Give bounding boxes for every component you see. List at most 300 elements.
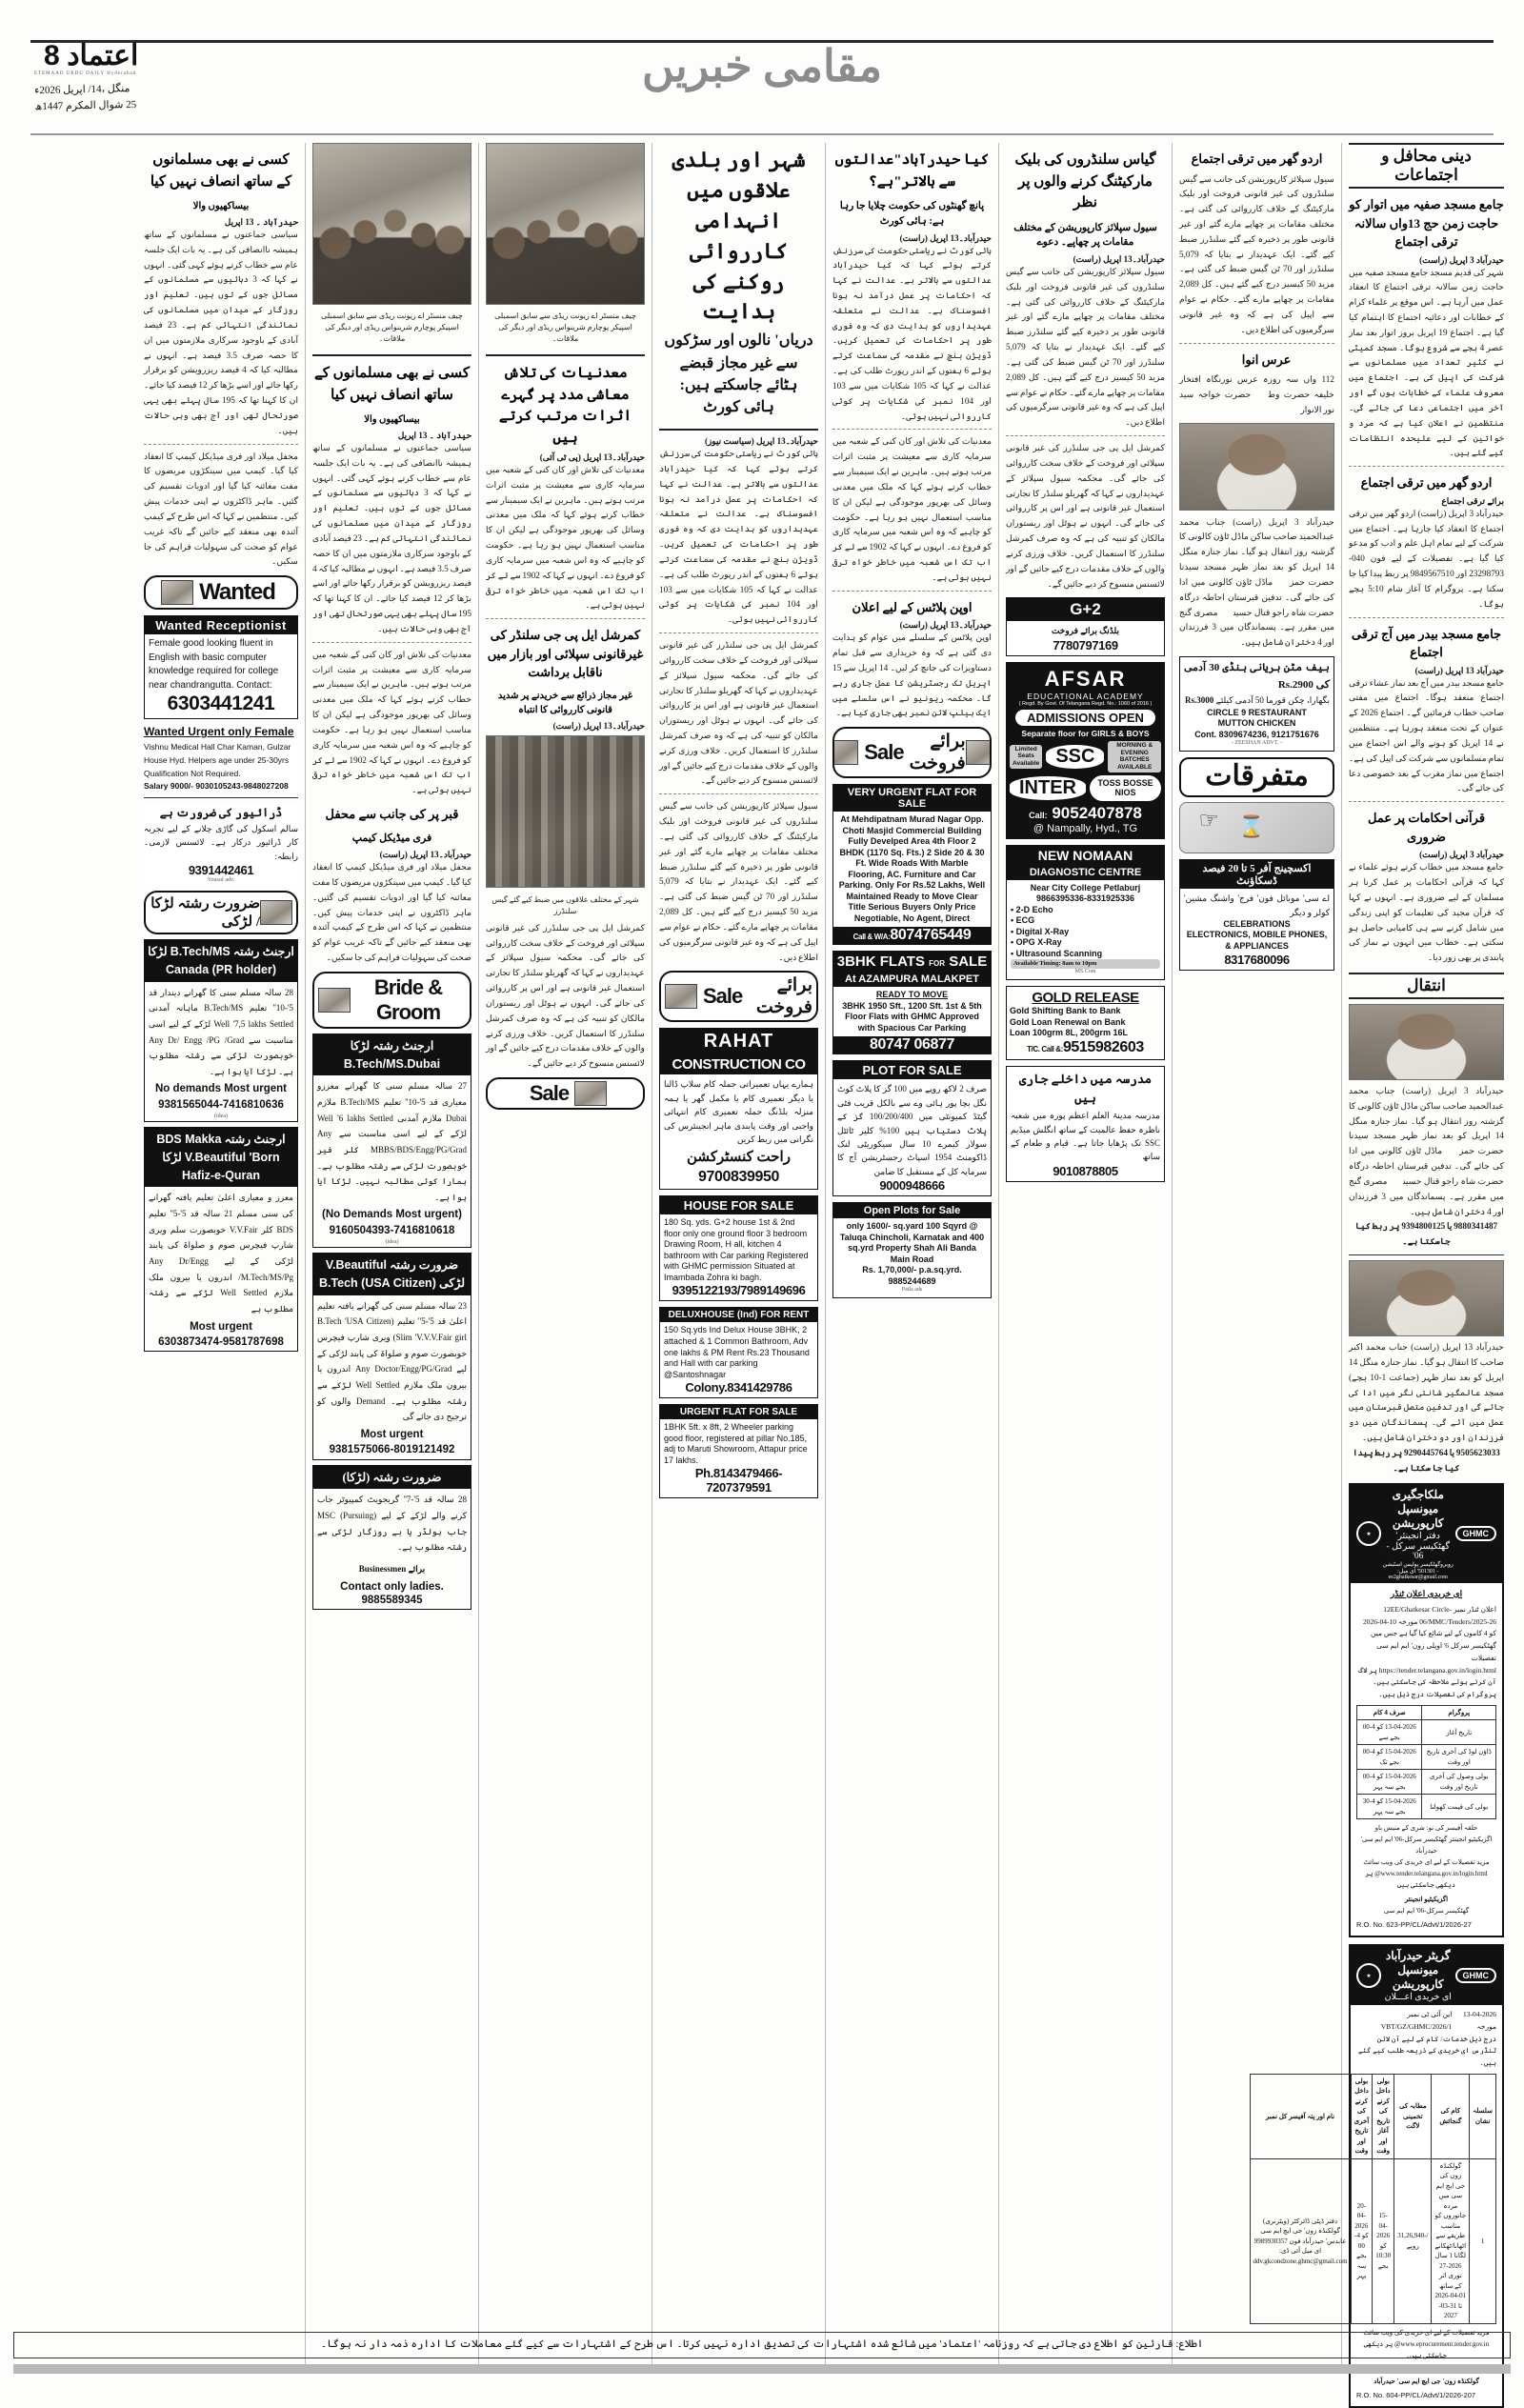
tender-sign-1: اگزیکیٹیو انجینئر xyxy=(1404,1895,1449,1903)
table-row xyxy=(1357,1745,1496,1770)
nomaan-service-2: • Digital X-Ray xyxy=(1011,926,1070,936)
justice-headline: کسی نے بھی مسلمانوں کے ساتھ انصاف نہیں کیا xyxy=(313,366,471,403)
rishta-phone-0[interactable]: 9381565044-7416810636 xyxy=(158,1098,284,1111)
gold-title: GOLD RELEASE xyxy=(1032,990,1139,1007)
rishta-body-0: 28 سالہ مسلم سنی کا گھرانے دیندار قد 5'-10'' تعلیم B.Tech/MS ماہانہ آمدنی Well '7,5 lakhs Settled لڑکے کے لیے اسی مناسبت سے Any Dr/ Engg /PG /Grad خوبصورت لڑکی سے رشتہ مطلوب ہے۔ لڑکا آیا ہوا ہے۔ xyxy=(149,987,293,1076)
nomaan-footer: MS.Com xyxy=(1074,969,1096,975)
tender-org: ملکاجگیری میونسپل کارپوریشن xyxy=(1392,1487,1444,1530)
gold-number: 9515982603 xyxy=(1062,1038,1144,1055)
date-hijri: 25 شوال المکرم 1447ھ xyxy=(34,98,137,112)
madrasa-title: مدرسہ میں داخلے جاری ہیں xyxy=(1018,1071,1153,1106)
article-body: جامع مسجد میں خطاب کرتے ہوئے علماء نے کہا کہ قرآنی احکامات پر عمل کرنا ہر مسلمان کے لیے ضروری ہے۔ انہوں نے کہا کہ قرآن مجید کی تعلیمات کو اپنی زندگی میں شامل کرنے سے ہی کامیابی حاصل ہو سکتی ہے۔ خطاب میں انہوں نے نماز کی پابندی پر بھی زور دیا۔ xyxy=(1349,862,1504,963)
article-body: جامع مسجد بیدر میں آج بعد نماز عشاء ترقی اجتماع منعقد ہوگا۔ اجتماع میں مفتی صاحب خطاب فرمائیں گے۔ اجتماع 2026 کے عنوان کے تحت منعقد ہورہا ہے۔ منتظمین نے 14 اپریل کو ہونے والے اس اجتماع میں تمام مسلمانوں سے شرکت کی اپیل کی ہے۔ اجتماع میں نماز مغرب کے بعد خصوصی دعا کی جائے گی۔ xyxy=(1349,677,1504,793)
rishta-gender: لڑکا xyxy=(350,1038,371,1053)
rishta-body-4: 28 سالہ قد 5'-7'' گریجویٹ کمپیوٹر جاب کرنے والے لڑکے کے لیے MSC (Pursuing) جاب ہولڈر یا بے روزگار لڑکی سے رشتہ مطلوب ہے۔ xyxy=(317,1495,468,1553)
afsar-brand: AFSAR xyxy=(1044,666,1127,691)
rishta-desc: V.Beautiful 'Born xyxy=(184,1150,280,1164)
plot-desc: صرف 2 لاکھ روپے میں 100 گز کا پلاٹ کوٹ نگل بچا پور ہائی وے سے بالکل قریب فٹی گیٹڈ کمیونٹی میں 100/200/400 گز کے پلاٹ دستیاب ہیں 100% کلیر ٹائٹل سولار کیمرے 10 سال سیکوریٹی لنک ڈاکومنٹ 1954 اسپاٹ رجسٹریشن آج کا سرمایہ کل کے مستقبل کا ضامن xyxy=(837,1084,988,1176)
top-story-body-3: سیول سپلائز کارپوریشن کی جانب سے گیس سلنڈروں کی غیر قانونی فروخت اور بلیک مارکیٹنگ کے خلاف کارروائی کی گئی ہے۔ مختلف مقامات پر چھاپے مارے گئے اور غیر قانونی طور پر ذخیرہ کیے گئے سلنڈرز ضبط کیے گئے۔ ایک عہدیدار نے بتایا کہ 5,079 سلنڈرز اور 70 ٹن گیس ضبط کی گئی ہے۔ مزید 50 کیسیز درج کیے گئے ہیں۔ کل 2,089 مقامات پر چھاپے مارے گئے۔ حکام نے عوام سے اپیل کی ہے کہ وہ غیر قانونی سرگرمیوں کی اطلاع دیں۔ xyxy=(659,801,818,962)
rishta-body-1: 27 سالہ مسلم سنی کا گھرانے معززو معیاری قد 5'-10'' تعلیم B.Tech/MS ملازم Dubai ملازم آمدنی Well '6 lakhs Settled لڑکے کے لیے اسی مناسبت سے Any MBBS/BDS/Engg/PG/Grad کلر فیر خوبصورت لڑکی سے رشتہ مطلوب ہے۔ ہمارا کوئی مطالبہ نہیں۔ لڑکا آیا ہوا ہے۔ xyxy=(317,1081,468,1202)
biryani-body xyxy=(1180,657,1334,751)
divider xyxy=(1349,1254,1504,1255)
biryani-items: MUTTON CHICKEN xyxy=(1217,718,1296,729)
madrasa-desc: مدرسہ مدینۃ العلم اعظم پورہ میں شعبہ ناظرہ حفظ عالمیت کے ساتھ انگلش میڈیم SSC تک پڑھایا جاتا ہے۔ قیام و طعام کے ساتھ xyxy=(1011,1111,1160,1162)
deluxe-desc: 150 Sq.yds Ind Delux House 3BHK, 2 attached & 1 Common Bathroom, Adv one lakhs & PM Rent Rs.23 Thousand and Hall with car parking @Santoshnagar xyxy=(664,1325,810,1379)
column-f xyxy=(478,143,652,2368)
ad-biryani xyxy=(1179,656,1334,752)
justice-body: سیاسی جماعتوں نے مسلمانوں کے ساتھ ہمیشہ ناانصافی کی ہے۔ یہ بات ایک جلسہ عام سے خطاب کرتے ہوئے کہی گئی۔ انہوں نے کہا کہ 3 دہائیوں سے مسلمانوں کے مسائل جوں کے توں ہیں۔ تعلیم اور روزگار کے میدان میں مسلمانوں کی نمائندگی انتہائی کم ہے۔ 23 فیصد آبادی کے باوجود سرکاری ملازمتوں میں ان کا حصہ صرف 3.5 فیصد ہے۔ انہوں نے مطالبہ کیا کہ 4 فیصد ریزرویشن کو برقرار رکھا جائے اور اسے بڑھا کر 12 فیصد کیا جائے۔ ان کا کہنا تھا کہ 195 سال پہلے بھی یہی صورتحال تھی اور آج بھی وہی حالات ہیں۔ xyxy=(312,443,471,633)
ad-wanted-receptionist xyxy=(144,615,298,719)
rishta-tag-0: (idea) xyxy=(214,1114,228,1120)
rishta-label: ارجنٹ رشتہ xyxy=(372,1038,434,1053)
column-g xyxy=(305,143,478,2368)
urgentflat-desc: 1BHK 5ft. x 8ft, 2 Wheeler parking good floor, registered at pillar No.185, adj to Maruti Showroom, Attapur price 17 lakhs. xyxy=(664,1422,808,1465)
rishta-foot-ur-4: برائے Businessmen xyxy=(358,1563,426,1574)
table-row xyxy=(1357,1770,1496,1795)
rishta-phone-2[interactable]: 6303873474-9581787698 xyxy=(158,1335,284,1348)
flats-phone[interactable]: 80747 06877 xyxy=(833,1036,991,1054)
rishta-foot-1: (No Demands Most urgent) xyxy=(322,1209,462,1221)
cell-value: 13-04-2026 کو 4-00 بجے سے xyxy=(1357,1720,1422,1745)
rishta-phone-3[interactable]: 9381575066-8019121492 xyxy=(329,1444,455,1456)
lpg-cylinders-photo xyxy=(486,735,645,888)
couple-photo-icon xyxy=(260,900,292,925)
g2-body xyxy=(1007,621,1164,654)
nomaan-phones[interactable]: 9866395336-8331925336 xyxy=(1035,893,1135,904)
openplots-price: Rs. 1,70,000/- p.a.sq.yrd. 9885244689 xyxy=(862,1265,962,1286)
biryani-restaurant: CIRCLE 9 RESTAURANT xyxy=(1207,707,1307,717)
divider xyxy=(486,618,645,619)
gas-body: سیول سپلائز کارپوریشن کی جانب سے گیس سلنڈروں کی غیر قانونی فروخت اور بلیک مارکیٹنگ کے خلاف کارروائی کی گئی ہے۔ مختلف مقامات پر چھاپے مارے گئے اور غیر قانونی طور پر ذخیرہ کیے گئے سلنڈرز ضبط کیے گئے۔ ایک عہدیدار نے بتایا کہ 5,079 سلنڈرز اور 70 ٹن گیس ضبط کی گئی ہے۔ مزید 50 کیسیز درج کیے گئے ہیں۔ کل 2,089 مقامات پر چھاپے مارے گئے۔ حکام نے عوام سے اپیل کی ہے کہ وہ غیر قانونی سرگرمیوں کی اطلاع دیں۔ xyxy=(1006,267,1165,428)
column-d xyxy=(825,143,998,2368)
divider xyxy=(659,793,818,794)
cell-label: بولی کی قیمت کھولنا xyxy=(1422,1795,1496,1819)
receptionist-title: Wanted Receptionist xyxy=(145,616,297,634)
photo-caption-2: چیف منسٹر اے ریونت ریڈی سے سابق اسمبلی اسپیکر پوچارم شرینواس ریڈی اور دیگر کی ملاقات۔ xyxy=(321,311,463,343)
afsar-number: 9052407878 xyxy=(1052,803,1142,822)
justice-dateline: حیدرآباد ۔ 13 اپریل xyxy=(397,431,471,440)
vuf-body xyxy=(833,812,991,927)
bride-groom-en: Bride & Groom xyxy=(373,974,443,1024)
obituary-head: انتقال xyxy=(1349,973,1504,999)
divider xyxy=(486,354,645,356)
rishta-head-1 xyxy=(313,1034,471,1076)
rishta-qual: BDS Makka xyxy=(156,1133,222,1147)
column-c xyxy=(998,143,1172,2368)
urs-body: 112 واں سہ روزہ عرس نورنگاہ افتخار خلیفہ حضرت وطنؒ حضرت خواجہ سید نور الانوار xyxy=(1179,374,1334,414)
rishta-tag-1: (idea) xyxy=(385,1239,399,1246)
top-story-body: ہائی کورٹ نے ریاستی حکومت کی سرزنش کرتے ہوئے کہا کہ کیا حیدرآباد عدالتوں سے بالاتر ہے۔ عدالت نے کہا کہ احکامات پر عمل درآمد نہ ہونا افسوسناک ہے۔ عدالت نے متعلقہ عہدیداروں کو ہدایت دی کہ وہ فوری طور پر احکامات کی تعمیل کریں۔ ڈویژن بنچ نے مقدمہ کی سماعت کرتے ہوئے 6 ہفتوں کے اندر رپورٹ طلب کی ہے۔ عدالت نے کہا کہ 105 شکایات میں سے 103 اور 104 نمبر کی شکایات پر کوئی کارروائی نہیں ہوئی۔ xyxy=(659,449,818,625)
openplots-desc: only 1600/- sq.yard 100 Sqyrd @ Taluqa Chincholi, Karnatak and 400 sq.yrd Property Shah Ali Banda Main Road xyxy=(839,1221,985,1264)
article-dateline: حیدرآباد 3 اپریل (راست) xyxy=(1419,850,1504,860)
vuf-desc: At Mehdipatnam Murad Nagar Opp. Choti Masjid Commercial Building Fully Develped Area 4th Floor 2 BHDK (1170 Sq. Fts.) 2 Side 20 & 30 Ft. Wide Roads With Marble Flooring, AC. Furniture and Car Parking. Only For Rs.52 Lakhs, Well Maintained Ready to Move Clear Title Serious Buyers Only Price Negotiable, No Agent, Direct xyxy=(838,814,986,923)
house-body xyxy=(660,1214,817,1300)
tender-foot: مزید تفصیلات کے لیے ای خریدی کی ویب سائٹ www.eprocurement.tender.gov.in@ پر دیکھی جاسکتی ہیں۔ xyxy=(1363,2328,1490,2359)
cell-value: 15-04-2026 کو 4-30 بجے سہ پہر xyxy=(1357,1795,1422,1819)
house-phone[interactable]: 9395122193/7989149696 xyxy=(672,1283,806,1298)
cell-value: 15-04-2026 کو 4-00 بجے تک xyxy=(1357,1745,1422,1770)
mutafarriqat-banner: متفرقات xyxy=(1179,757,1334,797)
sale-banner-en-2: Sale xyxy=(703,984,743,1009)
rishta-ad-2 xyxy=(144,1127,298,1352)
afsar-inter: INTER xyxy=(1010,776,1086,800)
flats-title-2: SALE xyxy=(949,953,988,971)
rishta-ad-3 xyxy=(312,1253,471,1459)
article-dateline: برائے ترقی اجتماع xyxy=(1441,495,1504,506)
flats-desc: 3BHK 1950 Sft., 1200 Sft. 1st & 5th Floor Flats with GHMC Approved with Spacious Car Parking xyxy=(842,1000,982,1033)
nomaan-body xyxy=(1007,880,1164,979)
openplots-headline: اوپن پلاٹس کے لیے اعلان xyxy=(852,599,973,614)
gold-line-3: Loan 100grm 8L, 200grm 16L xyxy=(1010,1028,1129,1038)
ro-number: R.O. No. 604-PP/CL/Advt/1/2026-207 xyxy=(1356,2391,1476,2400)
afsar-courses xyxy=(1010,741,1161,773)
religious-article-1 xyxy=(1349,473,1504,612)
th-scope: کام کی گنجائش xyxy=(1432,2074,1470,2158)
article-headline: اردو گھر میں ترقی اجتماع xyxy=(1360,475,1493,491)
cell-label: ڈاؤن لوڈ کی آخری تاریخ اور وقت xyxy=(1422,1745,1496,1770)
divider xyxy=(659,632,818,633)
seal-icon: ★ xyxy=(1356,1521,1381,1546)
tender-office: دفتر انجینئر' گھٹکیسر سرکل - 06' xyxy=(1386,1531,1450,1561)
ad-open-plots xyxy=(832,1202,992,1298)
driver-title: ڈرائیور کی ضرورت ہے xyxy=(159,805,283,819)
rishta-label: ارجنٹ رشتہ xyxy=(224,1133,286,1147)
afsar-admissions: ADMISSIONS OPEN xyxy=(1015,710,1155,726)
tender-subtitle: ای خریدی اعـــلان xyxy=(1384,1993,1452,2003)
ad-very-urgent-flat xyxy=(832,784,992,945)
tender-foot-3: مزید تفصیلات کے لیے ای خریدی کی ویب سائٹ www.tender.telangana.gov.in/login.html@ پر دیکھی جاسکتی ہیں xyxy=(1363,1858,1490,1889)
date-gregorian: منگل ،14/ اپریل 2026ء xyxy=(34,83,130,97)
biryani-line2 xyxy=(1184,693,1330,707)
plot-title: PLOT FOR SALE xyxy=(833,1061,991,1079)
vuf-phone[interactable] xyxy=(833,927,991,944)
gold-phone[interactable] xyxy=(1010,1039,1161,1056)
mehfil-dateline: حیدرآباد۔13 اپریل (راست) xyxy=(379,850,471,860)
headline-line-2: دریاں' نالوں اور سڑکوں سے غیر مجاز قبضے ہٹائے جاسکتے ہیں: ہائی کورٹ xyxy=(664,332,813,415)
afsar-call-label: Call: xyxy=(1029,810,1048,820)
rishta-phone-4[interactable]: Contact only ladies. 9885589345 xyxy=(340,1580,444,1606)
madrasa-body xyxy=(1007,1067,1164,1181)
divider xyxy=(832,591,992,592)
divider xyxy=(1349,617,1504,618)
driver-body: سالم اسکول کی گاڑی چلانے کے لیے تجربہ کار ڈرائیور درکار ہے۔ لائسنس لازمی۔ رابطہ: xyxy=(144,823,298,861)
afsar-ad xyxy=(1007,663,1164,838)
afsar-separate: Separate floor for GIRLS & BOYS xyxy=(1021,728,1150,738)
exchange-title: اکسچینج آفر 5 تا 20 فیصد ڈسکاؤنٹ xyxy=(1180,860,1334,889)
minerals-headline: معدنیات کی تلاش معاشی مدد پر گہرے اثرات مرتب کرتے ہیں xyxy=(498,366,632,446)
ghmc-badge: GHMC xyxy=(1455,1526,1497,1541)
vuf-number: 8074765449 xyxy=(890,927,972,944)
seal-icon: ★ xyxy=(1356,1963,1381,1988)
biryani-price-1: Rs.2900 xyxy=(1277,678,1313,691)
cell-label: بولی وصول کی آخری تاریخ اور وقت xyxy=(1422,1770,1496,1795)
biryani-tag: - ZEESHAN ADVT. - xyxy=(1231,740,1283,747)
house-desc: 180 Sq. yds. G+2 house 1st & 2nd floor only one ground floor 3 bedroom Drawing Room, H all, kitchen 4 bathroom with Car parking Registered with GHMC permission Situated at Imambada Zohra ki bagh. xyxy=(664,1217,809,1282)
wantedfemale-title: Wanted Urgent only Female xyxy=(144,725,294,739)
obituary-body-1: حیدرآباد 13 اپریل (راست) جناب محمد اکبر صاحب کا انتقال ہو گیا۔ نماز جنازہ منگل 14 اپریل کو بعد نماز ظہر (جماعت 1-10 بجے) مسجد عالمگیر شانتی نگر میں ادا کی جائے گی اور تدفین متصل قبرستان میں عمل میں آئے گی۔ پسماندگان میں دو فرزندان اور دو دختران شامل ہیں۔ xyxy=(1349,1342,1504,1443)
divider xyxy=(832,429,992,430)
religious-article-3 xyxy=(1349,809,1504,966)
cell-officer: دفتر ڈپٹی ڈائرکٹر (ویٹرنری) گولکنڈہ زون' جی ایچ ایم سی عابدس' حیدرآباد فون 9989930357 ای میل آئی ڈی: ddv.gkcondzone.ghmc@gmail.com xyxy=(1250,2158,1351,2323)
afsar-toss: TOSS BOSSE NIOS xyxy=(1090,775,1161,801)
rishta-ad-1 xyxy=(312,1033,471,1248)
lpg-subhead: غیر مجاز ذرائع سے خریدنے پر شدید قانونی کارروائی کا انتباہ xyxy=(497,690,633,715)
justice-body-h: سیاسی جماعتوں نے مسلمانوں کے ساتھ ہمیشہ ناانصافی کی ہے۔ یہ بات ایک جلسہ عام سے خطاب کرتے ہوئے کہی گئی۔ انہوں نے کہا کہ 3 دہائیوں سے مسلمانوں کے مسائل جوں کے توں ہیں۔ تعلیم اور روزگار کے میدان میں مسلمانوں کی نمائندگی انتہائی کم ہے۔ 23 فیصد آبادی کے باوجود سرکاری ملازمتوں میں ان کا حصہ صرف 3.5 فیصد ہے۔ انہوں نے مطالبہ کیا کہ 4 فیصد ریزرویشن کو برقرار رکھا جائے اور اسے بڑھا کر 12 فیصد کیا جائے۔ ان کا کہنا تھا کہ 195 سال پہلے بھی یہی صورتحال تھی اور آج بھی وہی حالات ہیں۔ xyxy=(144,230,299,435)
gold-label: T/C. Call &: xyxy=(1027,1044,1063,1054)
plot-body xyxy=(833,1079,991,1195)
afsar-ssc: SSC xyxy=(1046,745,1104,769)
cell-cost: /-31,26,940 روپے xyxy=(1394,2158,1432,2323)
divider xyxy=(144,797,298,798)
receptionist-body xyxy=(145,634,297,718)
bride-groom-banner-2 xyxy=(144,891,298,934)
nomaan-service-4: • Ultrasound Scanning xyxy=(1011,948,1103,958)
sale-banner-ur-2: برائے فروخت xyxy=(755,975,812,1018)
top-story-dateline: حیدرآباد۔13 اپریل (سیاست نیوز) xyxy=(704,436,818,447)
tender-address: روبروگھٹکیسر پولیس اسٹیشن - 501301' ای میل: ee2ghatkesar@gmail.com xyxy=(1382,1561,1454,1580)
madrasa-phone[interactable]: 9010878805 xyxy=(1053,1163,1118,1178)
content-grid xyxy=(13,143,1511,2400)
nomaan-available: Available Timing: 8am to 10pm xyxy=(1011,959,1160,969)
article-headline: جامع مسجد صفیہ میں اتوار کو حاجت زمن حج 13واں سالانہ ترقی اجتماع xyxy=(1349,197,1504,249)
rishta-foot-3: Most urgent xyxy=(360,1428,424,1440)
nomaan-service-1: • ECG xyxy=(1011,915,1035,926)
court-body: ہائی کورٹ نے ریاستی حکومت کی سرزنش کرتے ہوئے کہا کہ کیا حیدرآباد عدالتوں سے بالاتر ہے۔ عدالت نے کہا کہ احکامات پر عمل درآمد نہ ہونا افسوسناک ہے۔ عدالت نے متعلقہ عہدیداروں کو ہدایت دی کہ وہ فوری طور پر احکامات کی تعمیل کریں۔ ڈویژن بنچ نے مقدمہ کی سماعت کرتے ہوئے 6 ہفتوں کے اندر رپورٹ طلب کی ہے۔ عدالت نے کہا کہ 105 شکایات میں سے 103 اور 104 نمبر کی شکایات پر کوئی کارروائی نہیں ہوئی۔ xyxy=(832,245,992,421)
rishta-phone-1[interactable]: 9160504393-7416810618 xyxy=(329,1224,455,1236)
afsar-batches: MORNING & EVENING BATCHES AVAILABLE xyxy=(1108,741,1161,773)
urgentflat-phone[interactable]: Ph.8143479466-7207379591 xyxy=(694,1466,783,1495)
biryani-text-2: بگھارا، چکن قورما 50 آدمی کیلئے xyxy=(1215,695,1330,706)
rahat-phone[interactable]: 9700839950 xyxy=(698,1169,779,1186)
tender-sign-2: گولکنڈہ زون' جی ایچ ایم سی' حیدرآباد xyxy=(1374,2377,1479,2385)
pointer-graphic xyxy=(1179,802,1334,853)
article-headline: قرآنی احکامات پر عمل ضروری xyxy=(1367,811,1486,844)
flats-for: FOR xyxy=(929,959,946,969)
handshake-icon xyxy=(161,580,193,605)
table-header-row xyxy=(1250,2074,1496,2158)
openplots-title: Open Plots for Sale xyxy=(833,1203,991,1218)
rishta-foot-2: Most urgent xyxy=(190,1320,252,1333)
tender-title: ای خریدی اعلان ٹنڈر xyxy=(1390,1588,1463,1598)
cell-sl: 1 xyxy=(1470,2158,1496,2323)
top-story-headline xyxy=(659,143,818,423)
sale-banner-en-3: Sale xyxy=(529,1081,570,1106)
ad-plot-sale xyxy=(832,1060,992,1196)
afsar-location: @ Nampally, Hyd., TG xyxy=(1033,822,1138,834)
sale-banner-ur: برائے فروخت xyxy=(909,732,966,774)
gold-line-1: Gold Shifting Bank to Bank xyxy=(1010,1006,1121,1016)
nit-value: 1/VBT/GZ/GHMC/2026 xyxy=(1380,2021,1453,2031)
rishta-desc: V.Beautiful xyxy=(325,1258,387,1273)
court-body-cont: معدنیات کی تلاش اور کان کنی کے شعبہ میں سرمایہ کاری سے معیشت پر مثبت اثرات مرتب ہوتے ہیں۔ ماہرین نے ایک سیمینار سے خطاب کرتے ہوئے کہا کہ ملک میں معدنی وسائل کی بھرپور موجودگی ہے لیکن ان کا مناسب استعمال نہیں ہو رہا ہے۔ حکومت کو چاہیے کہ وہ اس شعبہ میں سرمایہ کاری کو فروغ دے۔ انہوں نے کہا کہ 1902 سے لے کر اب تک اس شعبہ میں خاطر خواہ ترقی نہیں ہوئی ہے۔ xyxy=(832,436,992,582)
article-dateline: حیدرآباد 3 اپریل (راست) xyxy=(1419,254,1504,265)
exchange-body xyxy=(1180,889,1334,969)
nomaan-title-1: NEW NOMAAN xyxy=(1007,846,1164,865)
ro-number: R.O. No. 623-PP/CL/Advt/1/2026-27 xyxy=(1356,1920,1472,1930)
urgentflat-title: URGENT FLAT FOR SALE xyxy=(660,1405,817,1419)
bride-groom-banner xyxy=(312,972,471,1029)
nomaan-title-2: DIAGNOSTIC CENTRE xyxy=(1007,865,1164,880)
openplots-adbody xyxy=(833,1218,991,1297)
ad-wanted-female xyxy=(144,725,298,792)
house-thumb-icon xyxy=(665,984,697,1009)
receptionist-phone[interactable]: 6303441241 xyxy=(167,692,275,715)
rishta-gender: لڑکی xyxy=(438,1275,466,1290)
tender-foot-1: حلقہ آفیسر کی نو: شری کے منیش باو xyxy=(1374,1824,1478,1833)
rishta-body-2: معزز و معیاری اعلیٰ تعلیم یافتہ گھرانے کی سنی مسلم 21 سالہ قد 5'-5'' تعلیم BDS کلر V.V.Fair خوبصورت سلم ویری شارپ فیچرس صوم و صلواۃ کی پابند لڑکی کے لیے Any Dr/Engg /M.Tech/MS/Pg اندرون یا بیرون ملک ملازم Well Settled لڑکے سے رشتہ مطلوب ہے xyxy=(149,1193,294,1314)
top-story-photo xyxy=(486,143,645,305)
headline-line-1: شہر اور بلدی علاقوں میں انہدامی کارروائی روکنے کی ہدایت xyxy=(672,148,806,324)
sale-banner-2 xyxy=(659,971,818,1022)
afsar-limited: Limited Seats Available xyxy=(1010,745,1042,769)
ad-rahat xyxy=(659,1028,818,1190)
ad-madrasa xyxy=(1006,1066,1165,1182)
divider xyxy=(1006,435,1165,436)
rishta-ad-0 xyxy=(144,939,298,1122)
lpg-body: کمرشل ایل پی جی سلنڈرز کی غیر قانونی سپلائی اور فروخت کے خلاف سخت کارروائی کی جائے گی۔ محکمہ سیول سپلائز کے عہدیداروں نے کہا کہ گھریلو سلنڈر کا تجارتی استعمال غیر قانونی ہے اور اس پر کارروائی کی جائے گی۔ انہوں نے ہوٹل اور ریستوران مالکان کو تنبیہ کی ہے کہ وہ صرف کمرشل سلنڈرز کا استعمال کریں۔ خلاف ورزی کرنے والوں کے خلاف مقدمات درج کیے جائیں گے اور لائسنس منسوخ کر دیے جائیں گے۔ xyxy=(486,922,645,1069)
exchange-sub: ELECTRONICS, MOBILE PHONES, & APPLIANCES xyxy=(1186,930,1328,951)
bride-groom-ur: ضرورت رشتہ لڑکا / لڑکی xyxy=(150,896,260,931)
rishta-qual: B.Tech/MS xyxy=(170,945,231,959)
tender-header xyxy=(1351,1485,1502,1583)
vuf-title: VERY URGENT FLAT FOR SALE xyxy=(833,785,991,812)
ad-driver xyxy=(144,804,298,885)
lpg-headline: کمرشل ایل پی جی سلنڈر کی غیرقانونی سپلائی اور بازار میں ناقابل برداشت xyxy=(487,628,644,680)
afsar-phone[interactable] xyxy=(1010,804,1161,823)
tender-intro: اعلان ٹنڈر نمبر 12EE/Ghatkesar Circle-06/MMC/Tenders/2025-26 مورخہ 10-04-2026 کو 4 کاموں کے لیے شائع کیا گیا ہے جس میں گھٹکیسر سرکل 6' اوپلی زون' ایم ایم سی تفصیلات https://tender.telangana.gov.in/login.html پر لاگ آن کرتے ہوئے ملاحظہ کی جاسکتی ہیں۔ پروگرام کی تفصیلات درج ذیل ہیں۔ xyxy=(1358,1604,1496,1699)
court-dateline: حیدرآباد۔13 اپریل (راست) xyxy=(899,232,992,243)
divider xyxy=(144,444,298,445)
rahat-title-2: CONSTRUCTION CO xyxy=(660,1054,817,1074)
rahat-name: راحت کنسٹرکشن xyxy=(687,1150,791,1166)
flats-title xyxy=(833,952,991,972)
ad-gold xyxy=(1006,986,1165,1060)
obituary-phone-0: 9880341487 یا 9394800125 پر ربط کیا جاسکتا ہے۔ xyxy=(1354,1221,1498,1247)
wanted-banner xyxy=(144,575,298,610)
top-story-body-2: کمرشل ایل پی جی سلنڈرز کی غیر قانونی سپلائی اور فروخت کے خلاف سخت کارروائی کی جائے گی۔ محکمہ سیول سپلائز کے عہدیداروں نے کہا کہ گھریلو سلنڈر کا تجارتی استعمال غیر قانونی ہے اور اس پر کارروائی کی جائے گی۔ انہوں نے ہوٹل اور ریستوران مالکان کو تنبیہ کی ہے کہ وہ صرف کمرشل سلنڈرز کا استعمال کریں۔ خلاف ورزی کرنے والوں کے خلاف مقدمات درج کیے جائیں گے اور لائسنس منسوخ کر دیے جائیں گے۔ xyxy=(659,640,818,786)
biryani-text-1: بیف مٹن بریانی ہنڈی 30 آدمی کی xyxy=(1184,662,1330,691)
justice-subhead: بیساکھیوں والا xyxy=(364,414,420,425)
driver-sign: Yousuf adv. xyxy=(207,877,235,884)
driver-phone[interactable]: 9391442461 xyxy=(188,863,254,878)
biryani-price-2: Rs.3000 xyxy=(1185,695,1214,706)
th-program: پروگرام xyxy=(1422,1705,1496,1720)
minerals-body: معدنیات کی تلاش اور کان کنی کے شعبہ میں سرمایہ کاری سے معیشت پر مثبت اثرات مرتب ہوتے ہیں۔ ماہرین نے ایک سیمینار سے خطاب کرتے ہوئے کہا کہ ملک میں معدنی وسائل کی بھرپور موجودگی ہے لیکن ان کا مناسب استعمال نہیں ہو رہا ہے۔ حکومت کو چاہیے کہ وہ اس شعبہ میں سرمایہ کاری کو فروغ دے۔ انہوں نے کہا کہ 1902 سے لے کر اب تک اس شعبہ میں خاطر خواہ ترقی نہیں ہوئی ہے۔ xyxy=(486,465,645,611)
flats-title-1: 3BHK FLATS xyxy=(836,953,925,971)
plot-phone[interactable]: 9000948666 xyxy=(879,1178,945,1194)
top-story-photo-2 xyxy=(312,143,471,305)
obituary-photo-0 xyxy=(1349,1004,1504,1080)
tender-table xyxy=(1250,2074,1497,2324)
gas-headline: گیاس سلنڈروں کی بلیک مارکیٹنگ کرنے والوں پر نظر xyxy=(1014,152,1156,211)
religious-article-0 xyxy=(1349,195,1504,461)
justice-body-2: معدنیات کی تلاش اور کان کنی کے شعبہ میں سرمایہ کاری سے معیشت پر مثبت اثرات مرتب ہوتے ہیں۔ ماہرین نے ایک سیمینار سے خطاب کرتے ہوئے کہا کہ ملک میں معدنی وسائل کی بھرپور موجودگی ہے لیکن ان کا مناسب استعمال نہیں ہو رہا ہے۔ حکومت کو چاہیے کہ وہ اس شعبہ میں سرمایہ کاری کو فروغ دے۔ انہوں نے کہا کہ 1902 سے لے کر اب تک اس شعبہ میں خاطر خواہ ترقی نہیں ہوئی ہے۔ xyxy=(312,649,471,795)
footer-notice: اطلاع: قارئین کو اطلاع دی جاتی ہے کہ روزنامہ 'اعتماد' میں شائع شدہ اشتہارات کی تصدیق ادارہ نہیں کرتا۔ اس طرح کے اشتہارات سے کیے گئے معاملات کا ادارہ ذمہ دار نہ ہوگا۔ xyxy=(13,2332,1511,2358)
cell-value: 15-04-2026 کو 4-00 بجے سہ پہر xyxy=(1357,1770,1422,1795)
masthead-bottom-rule xyxy=(30,133,1494,135)
table-header-row xyxy=(1357,1705,1496,1720)
lpg-photo-caption: شہر کے مختلف علاقوں میں ضبط کیے گئے گیس سلنڈرز xyxy=(491,894,639,915)
deluxe-phone[interactable]: Colony.8341429786 xyxy=(685,1380,792,1395)
wantedfemale-salary: Salary 9000/- 9030105243-9848027208 xyxy=(144,780,289,791)
g2-phone[interactable]: 7780797169 xyxy=(1053,637,1118,652)
sale-banner-en: Sale xyxy=(864,740,904,765)
tender-notice-0 xyxy=(1349,1483,1504,1938)
cell-end: 20-04-2026 کو 4-00 بجے سہ پہر xyxy=(1351,2158,1373,2323)
tender-body xyxy=(1351,1583,1502,1936)
logo-subtitle: ETEMAAD URDU DAILY Hyderabad xyxy=(34,71,137,76)
openplots-footer: Patla ads xyxy=(901,1287,923,1294)
tender-intro: درج ذیل خدمات/ کام کے لیے آن لائن ٹنڈرس ای خریدی کے ذریعہ طلب کیے گئے ہیں۔ xyxy=(1358,2034,1496,2068)
article-headline: جامع مسجد بیدر میں آج ترقی اجتماع xyxy=(1351,626,1502,660)
rishta-head-2 xyxy=(145,1128,297,1187)
exchange-phone[interactable]: 8317680096 xyxy=(1224,952,1290,967)
page-number: 8 xyxy=(44,40,60,71)
sale-banner xyxy=(832,727,992,778)
rishta-body-3: 23 سالہ مسلم سنی کی گھرانے یافتہ تعلیم اعلیٰ قد 5'-5'' تعلیم B.Tech 'USA Citizen) Slim 'V.V.V.Fair girl) ویری شارپ فیچرس خوبصورت صوم و صلواۃ کی پابند لڑکی کے لیے Any Doctor/Engg/PG/Grad اندرون یا بیرون ملک ملازم Well Settled لڑکے سے رشتہ مطلوب ہے۔ Demand والوں کو ترجیح دی جائے گی xyxy=(317,1300,468,1422)
cell-start: 15-04-2026 کو 10:30 بجے xyxy=(1373,2158,1394,2323)
tender-foot-2: اگزیکیٹیو انجینئر گھٹکیسر سرکل-06' ایم ایم سی' حیدرآباد xyxy=(1360,1836,1493,1856)
table-row xyxy=(1250,2158,1496,2323)
ad-afsar xyxy=(1006,662,1165,839)
wanted-banner-text: Wanted xyxy=(199,579,275,606)
divider xyxy=(312,642,471,643)
ad-3bhk-flats xyxy=(832,951,992,1054)
religious-article-2 xyxy=(1349,625,1504,797)
justice-headline-h: کسی نے بھی مسلمانوں کے ساتھ انصاف نہیں کیا xyxy=(150,152,292,190)
rishta-country: Canada (PR holder) xyxy=(166,962,276,976)
obituary-photo-b xyxy=(1179,423,1334,511)
article-body: شہر کی قدیم مسجد جامع مسجد صفیہ میں حاجت زمن سالانہ ترقی اجتماع کا انعقاد عمل میں آرہا ہے۔ اس موقع پر علماء کرام کے خطابات اور دعائیہ اجتماع کا اہتمام کیا گیا ہے۔ اجتماع 19 اپریل بروز اتوار بعد نماز عصر 4 بجے سے شروع ہوگا۔ مسجد کمیٹی نے کثیر تعداد میں مسلمانوں سے شرکت کی اپیل کی ہے۔ اجتماع میں معروف علماء کے خطابات ہوں گے اور آخر میں اجتماعی دعا کی جائے گی۔ منتظمین نے اعلان کیا ہے کہ مرد و خواتین کے لیے علیحدہ انتظامات کیے گئے ہیں۔ xyxy=(1349,267,1504,458)
afsar-sub: EDUCATIONAL ACADEMY xyxy=(1027,691,1144,701)
gold-line-2: Gold Loan Renewal on Bank xyxy=(1010,1016,1126,1027)
table-row xyxy=(1357,1795,1496,1819)
section-title: مقامی خبریں xyxy=(642,42,882,90)
obituary-photo-1 xyxy=(1349,1260,1504,1336)
gas-dateline: حیدرآباد۔13 اپریل (راست) xyxy=(1073,254,1165,264)
th-start: بولی داخل کرنے کی تاریخ آغاز اور وقت xyxy=(1373,2074,1394,2158)
biryani-line1 xyxy=(1184,660,1330,693)
ghmc-badge: GHMC xyxy=(1455,1968,1497,1983)
exchange-desc: اے سی' موبائل فون' فرج' واشنگ مشین' کولر و دیگر xyxy=(1184,893,1330,917)
divider xyxy=(312,354,471,356)
obituary-phone-1: 9505623033 یا 9290445764 پر ربط پیدا کیا جا سکتا ہے۔ xyxy=(1353,1447,1500,1473)
rahat-desc: ہمارے یہاں تعمیراتی جملہ کام سلاپ ڈالنا یا دیگر تعمیری کام یا مکمل گھر یا ہمہ منزلہ بلڈنگ جملہ تعمیری کام انتہائی واجبی اور وقت پابندی ماہر انجینئرس کی نگرانی میں ربط کریں xyxy=(664,1079,813,1144)
logo-text: اعتماد xyxy=(67,40,139,71)
rishta-foot-0: No demands Most urgent xyxy=(154,1083,287,1095)
mehfil-subhead: فری میڈیکل کیمپ xyxy=(351,832,432,844)
flats-body xyxy=(833,987,991,1036)
ad-deluxe-rent xyxy=(659,1307,818,1398)
rishta-gender: لڑکا xyxy=(162,1150,182,1164)
rishta-label: ضرورت رشتہ xyxy=(390,1258,459,1273)
column-h xyxy=(137,143,305,2368)
couple-photo-icon xyxy=(318,988,351,1013)
mehfil-headline: قبر پر کی جانب سے محفل xyxy=(325,807,459,822)
gas-body-cont: کمرشل ایل پی جی سلنڈرز کی غیر قانونی سپلائی اور فروخت کے خلاف سخت کارروائی کی جائے گی۔ محکمہ سیول سپلائز کے عہدیداروں نے کہا کہ گھریلو سلنڈر کا تجارتی استعمال غیر قانونی ہے اور اس پر کارروائی کی جائے گی۔ انہوں نے ہوٹل اور ریستوران مالکان کو تنبیہ کی ہے کہ وہ صرف کمرشل سلنڈرز کا استعمال کریں۔ خلاف ورزی کرنے والوں کے خلاف مقدمات درج کیے جائیں گے اور لائسنس منسوخ کر دیے جائیں گے۔ xyxy=(1006,443,1165,589)
photo-caption: چیف منسٹر اے ریونت ریڈی سے سابق اسمبلی اسپیکر پوچارم شرینواس ریڈی اور دیگر کی ملاقات۔ xyxy=(494,311,636,343)
tender-table xyxy=(1356,1705,1496,1820)
justice-dateline-h: حیدرآباد ۔ 13 اپریل xyxy=(224,217,298,227)
tender-header xyxy=(1351,1946,1502,2005)
obit-head-b: اردو گھر میں ترقی اجتماع xyxy=(1191,151,1323,166)
divider xyxy=(1349,801,1504,802)
urs-head: عرس انوارؓ xyxy=(1222,351,1292,367)
receptionist-desc: Female good looking fluent in English with basic computer knowledge required for college near chandrangutta. Contact: xyxy=(149,638,279,691)
house-thumb-icon xyxy=(574,1081,607,1106)
vuf-phone-label: Call & W/A: xyxy=(852,933,891,942)
rishta-label: ارجنٹ رشتہ xyxy=(232,945,294,959)
